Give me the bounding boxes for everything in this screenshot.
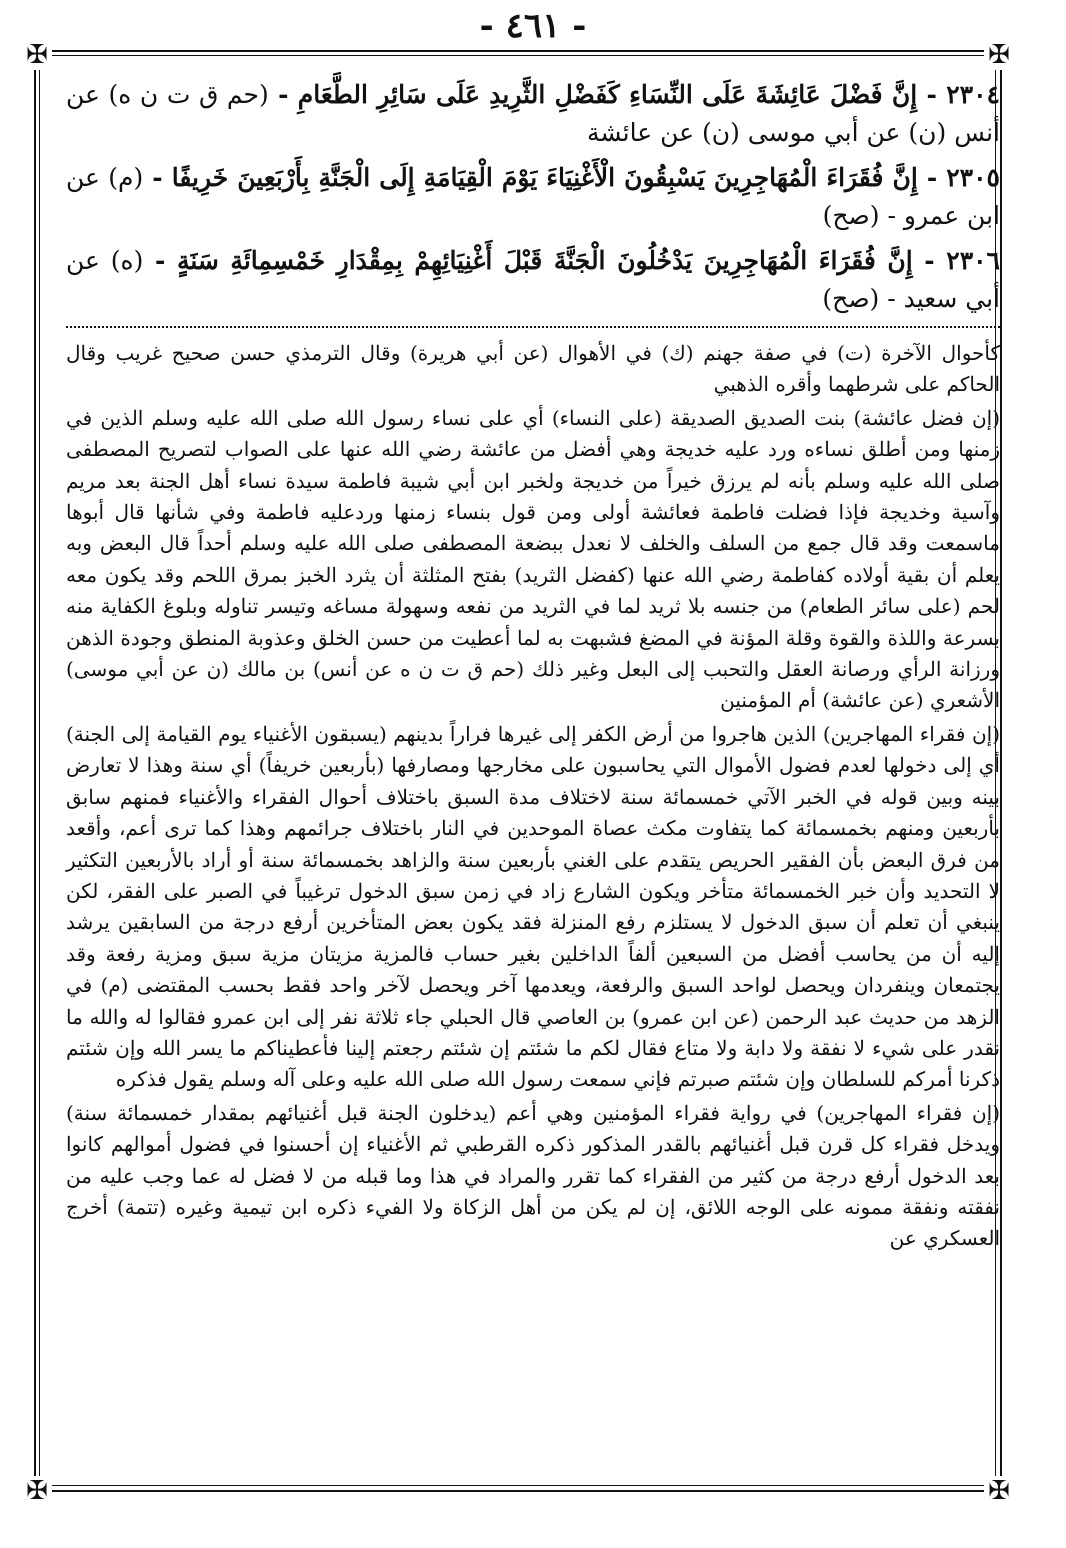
page-content	[66, 76, 1000, 1257]
corner-ornament-icon: ✠	[984, 1476, 1014, 1506]
corner-ornament-icon: ✠	[22, 40, 52, 70]
hadith-number: ٢٣٠٤	[946, 80, 1000, 109]
hadith-2305: ٢٣٠٥ - إِنَّ فُقَرَاءَ الْمُهَاجِرِينَ يَسْبِقُونَ الْأَغْنِيَاءَ يَوْمَ الْقِيَامَةِ إِلَى الْجَنَّةِ بِأَرْبَعِينَ خَرِيفًا - (م) عن ابن عمرو - (صح)	[66, 163, 1000, 230]
commentary-paragraph: كأحوال الآخرة (ت) في صفة جهنم (ك) في الأهوال (عن أبي هريرة) وقال الترمذي حسن صحيح غريب وقال الحاكم على شرطهما وأقره الذهبي	[66, 341, 1000, 397]
corner-ornament-icon: ✠	[22, 1476, 52, 1506]
hadith-2304: ٢٣٠٤ - إِنَّ فَضْلَ عَائِشَةَ عَلَى النِّسَاءِ كَفَضْلِ الثَّرِيدِ عَلَى سَائِرِ الطَّعَامِ - (حم ق ت ن ه) عن أنس (ن) عن أبي موسى (ن) عن عائشة	[66, 80, 1000, 147]
hadith-text: إِنَّ فُقَرَاءَ الْمُهَاجِرِينَ يَسْبِقُونَ الْأَغْنِيَاءَ يَوْمَ الْقِيَامَةِ إِلَى الْجَنَّةِ بِأَرْبَعِينَ خَرِيفًا	[171, 163, 918, 192]
hadith-text: إِنَّ فَضْلَ عَائِشَةَ عَلَى النِّسَاءِ كَفَضْلِ الثَّرِيدِ عَلَى سَائِرِ الطَّعَامِ	[297, 80, 918, 109]
frame-right-rule	[1000, 50, 1002, 1490]
hadith-text: إِنَّ فُقَرَاءَ الْمُهَاجِرِينَ يَدْخُلُونَ الْجَنَّةَ قَبْلَ أَغْنِيَائِهِمْ بِمِقْدَارِ خَمْسِمِائَةِ سَنَةٍ	[176, 246, 913, 275]
commentary-paragraph: (إن فقراء المهاجرين) في رواية فقراء المؤمنين وهي أعم (يدخلون الجنة قبل أغنيائهم بمقدار خمسمائة سنة) ويدخل فقراء كل قرن قبل أغنيائهم بالقدر المذكور ذكره القرطبي ثم الأغنياء إن أحسنوا في فضول أموالهم كانوا بعد الدخول أرفع درجة من كثير من الفقراء كما تقرر والمراد في هذا وما قبله من لا فضل له عما وجب عليه من نفقته ونفقة ممونه على الوجه اللائق، إن لم يكن من أهل الزكاة ولا الفيء ذكره ابن تيمية وغيره (تتمة) أخرج العسكري عن	[66, 1100, 1000, 1251]
frame-left-rule	[34, 50, 36, 1490]
hadith-source: (ه) عن أبي سعيد - (صح)	[66, 246, 1000, 313]
frame-left-inner-rule	[39, 50, 40, 1490]
frame-bottom-rule	[34, 1490, 1000, 1492]
hadith-source: (حم ق ت ن ه) عن أنس (ن) عن أبي موسى (ن) عن عائشة	[66, 80, 1000, 147]
hadith-number: ٢٣٠٥	[946, 163, 1000, 192]
commentary-paragraph: (إن فقراء المهاجرين) الذين هاجروا من أرض الكفر إلى غيرها فراراً بدينهم (يسبقون الأغنياء يوم القيامة إلى الجنة) أي إلى دخولها لعدم فضول الأموال التي يحاسبون على مخارجها ومصارفها (بأربعين خريفاً) أي سنة وهذا لا تعارض بينه وبين قوله في الخبر الآتي خمسمائة سنة لاختلاف مدة السبق باختلاف أحوال الفقراء والأغنياء فمنهم سابق بأربعين ومنهم بخمسمائة كما يتفاوت مكث عصاة الموحدين في النار باختلاف جرائمهم وهذا كما ترى أعم، وأقعد من فرق البعض بأن الفقير الحريص يتقدم على الغني بأربعين سنة والزاهد بخمسمائة سنة أو أراد بالأربعين التكثير لا التحديد وأن خبر الخمسمائة متأخر ويكون الشارع زاد في زمن سبق الدخول ترغيباً في الصبر على الفقر، لكن ينبغي أن تعلم أن سبق الدخول لا يستلزم رفع المنزلة فقد يكون بعض المتأخرين أرفع درجة من السابقين يرشد إليه أن من يحاسب أفضل من السبعين ألفاً الداخلين بغير حساب فالمزية مزيتان مزية سبق ومزية رفعة وقد يجتمعان وينفردان ويحصل لواحد السبق والرفعة، ويعدمها آخر ويحصل لآخر واحد فقط بحسب المقتضى (م) في الزهد من حديث عبد الرحمن (عن ابن عمرو) بن العاصي قال الحبلي جاء ثلاثة نفر إلى ابن عمرو فقالوا له والله ما نقدر على شيء لا نفقة ولا دابة ولا متاع فقال لكم ما شئتم إن شئتم رجعتم إلينا فأعطيناكم ما يسر الله وإن شئتم ذكرنا أمركم للسلطان وإن شئتم صبرتم فإني سمعت رسول الله صلى الله عليه وعلى آله وسلم يقول فذكره	[66, 721, 1001, 1092]
frame-top-rule	[34, 50, 1000, 52]
frame-top-inner-rule	[34, 55, 1000, 56]
hadith-number: ٢٣٠٦	[946, 246, 1000, 275]
hadith-2306: ٢٣٠٦ - إِنَّ فُقَرَاءَ الْمُهَاجِرِينَ يَدْخُلُونَ الْجَنَّةَ قَبْلَ أَغْنِيَائِهِمْ بِمِقْدَارِ خَمْسِمِائَةِ سَنَةٍ - (ه) عن أبي سعيد - (صح)	[66, 246, 1000, 313]
section-divider	[66, 326, 1000, 328]
page-number: - ٤٦١ -	[479, 6, 587, 46]
commentary-paragraph: (إن فضل عائشة) بنت الصديق الصديقة (على النساء) أي على نساء رسول الله صلى الله عليه وسلم الذين في زمنها ومن أطلق نساءه ورد عليه خديجة وهي أفضل من عائشة رضي الله عنها على الصواب لتصريح المصطفى صلى الله عليه وسلم بأنه لم يرزق خيراً من خديجة ولخبر ابن أبي شيبة فاطمة سيدة نساء أهل الجنة بعد مريم وآسية وخديجة فإذا فضلت فاطمة فعائشة أولى ومن قول بنساء زمنها وردعليه فاطمة وفي شأنها قال أبوها ماسمعت وقد قال جمع من السلف والخلف لا نعدل ببضعة المصطفى صلى الله عليه وسلم أحداً قال البعض وبه يعلم أن بقية أولاده كفاطمة رضي الله عنها (كفضل الثريد) بفتح المثلثة أن يثرد الخبز بمرق اللحم وقد يكون معه لحم (على سائر الطعام) من جنسه بلا ثريد لما في الثريد من نفعه وسهولة مساغه وتيسر تناوله وبلوغ الكفاية منه بسرعة واللذة والقوة وقلة المؤنة في المضغ فشبهت به لما أعطيت من حسن الخلق وعذوبة المنطق وجودة الذهن ورزانة الرأي ورصانة العقل والتحبب إلى البعل وغير ذلك (حم ق ت ن ه عن أنس) بن مالك (ن عن أبي موسى) الأشعري (عن عائشة) أم المؤمنين	[66, 405, 1000, 713]
hadith-source: (م) عن ابن عمرو - (صح)	[66, 163, 1000, 230]
frame-bottom-inner-rule	[34, 1485, 1000, 1486]
corner-ornament-icon: ✠	[984, 40, 1014, 70]
